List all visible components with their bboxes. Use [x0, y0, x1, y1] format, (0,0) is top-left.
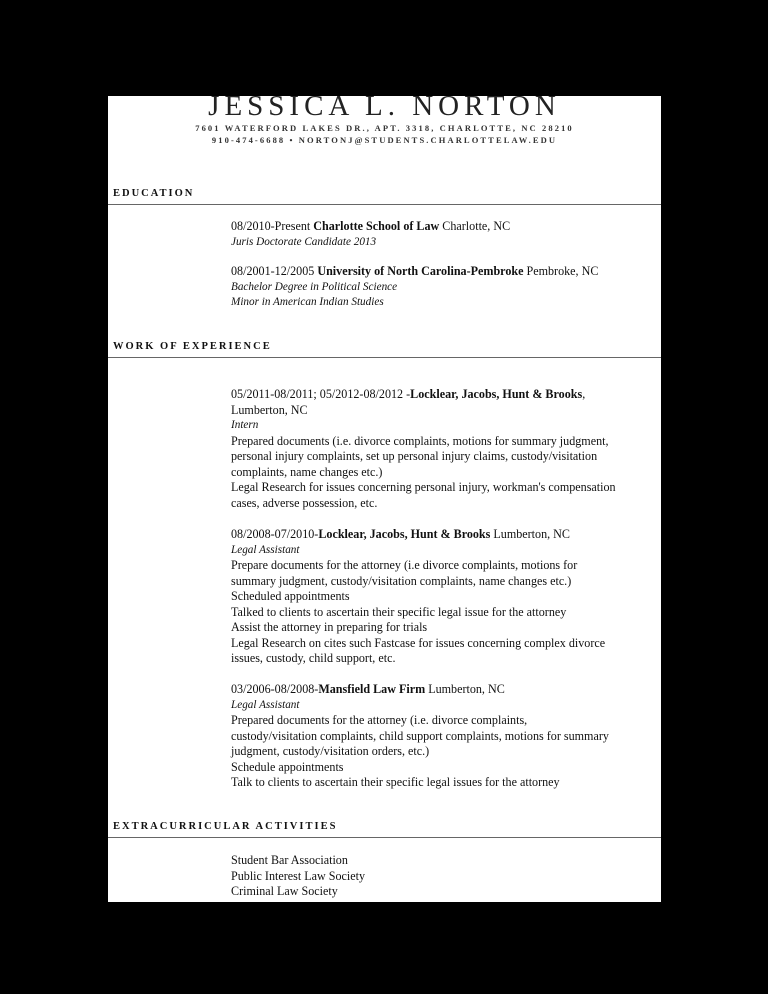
activities-heading: EXTRACURRICULAR ACTIVITIES: [113, 821, 338, 832]
school-location: Charlotte, NC: [439, 219, 511, 233]
activity-item: Public Interest Law Society: [231, 868, 366, 883]
job-dates: 03/2006-08/2008-: [231, 682, 319, 696]
job-location: Lumberton, NC: [490, 527, 570, 541]
minor-line: Minor in American Indian Studies: [231, 296, 384, 308]
employer-name: Mansfield Law Firm: [318, 682, 426, 696]
education-entry-2: [231, 264, 657, 311]
job-dates: 05/2011-08/2011; 05/2012-08/2012 -: [231, 387, 411, 401]
job-duty: Scheduled appointments: [231, 589, 350, 603]
job-title: Legal Assistant: [231, 698, 300, 711]
resume-page: [108, 96, 661, 902]
job-duty: custody/visitation complaints, child support complaints, motions for summary: [231, 728, 609, 743]
activity-item: Criminal Law Society: [231, 884, 338, 898]
activities-divider: [108, 837, 661, 838]
job-duty: Talked to clients to ascertain their specific legal issue for the attorney: [231, 604, 567, 619]
job-duty: Prepared documents for the attorney (i.e. divorce complaints,: [231, 713, 528, 727]
resume-name: JESSICA L. NORTON: [208, 96, 561, 122]
education-heading: EDUCATION: [113, 188, 195, 199]
job-location: Lumberton, NC: [231, 402, 308, 417]
job-duty: complaints, name changes etc.): [231, 464, 383, 479]
job-duty: issues, custody, child support, etc.: [231, 651, 396, 665]
experience-entry-2: [231, 527, 657, 667]
job-duty: Assist the attorney in preparing for trials: [231, 620, 428, 634]
experience-divider: [108, 357, 661, 358]
school-name: Charlotte School of Law: [313, 219, 440, 233]
job-duty: summary judgment, custody/visitation complaints, name changes etc.): [231, 573, 572, 588]
job-dates: 08/2008-07/2010-: [231, 527, 319, 541]
job-duty: Legal Research on cites such Fastcase for issues concerning complex divorce: [231, 635, 606, 650]
school-location: Pembroke, NC: [523, 264, 599, 278]
degree-line: Juris Doctorate Candidate 2013: [231, 235, 377, 248]
job-duty: personal injury complaints, set up personal injury claims, custody/visitation: [231, 449, 598, 463]
address-line: 7601 WATERFORD LAKES DR., APT. 3318, CHARLOTTE, NC 28210: [195, 123, 574, 133]
education-dates: 08/2001-12/2005: [231, 264, 318, 278]
employer-name: Locklear, Jacobs, Hunt & Brooks: [410, 387, 583, 401]
experience-heading: WORK OF EXPERIENCE: [113, 341, 272, 352]
contact-line: 910-474-6688 • NORTONJ@STUDENTS.CHARLOTTELAW.EDU: [211, 135, 558, 145]
job-duty: judgment, custody/visitation orders, etc.): [231, 744, 430, 758]
job-duty: Prepared documents (i.e. divorce complaints, motions for summary judgment,: [231, 433, 609, 448]
job-title: Legal Assistant: [231, 543, 300, 556]
experience-entry-3: [231, 682, 657, 791]
experience-entry-1: 05/2011-08/2011; 05/2012-08/2012 -Locklear, Jacobs, Hunt & Brooks, Lumberton, NC Intern Prepared documents (i.e. divorce complaints, motions for summary judgment, personal injury complaints, set up personal injury claims, custody/visitation complaints, name changes etc.) Legal Research for issues concerning personal injury, workman's compensation cases, adverse possession, etc.: [231, 387, 657, 511]
activity-item: Student Bar Association: [231, 853, 348, 867]
education-dates: 08/2010-Present: [231, 219, 314, 233]
education-divider: [108, 204, 661, 205]
job-duty: Schedule appointments: [231, 759, 344, 774]
job-duty: Legal Research for issues concerning personal injury, workman's compensation: [231, 480, 616, 494]
school-name: University of North Carolina-Pembroke: [317, 264, 524, 278]
job-duty: Prepare documents for the attorney (i.e divorce complaints, motions for: [231, 558, 578, 572]
activities-list: [231, 853, 657, 900]
degree-line: Bachelor Degree in Political Science: [231, 280, 398, 293]
job-title: Intern: [231, 419, 259, 431]
job-location: Lumberton, NC: [425, 682, 505, 696]
job-duty: Talk to clients to ascertain their specific legal issues for the attorney: [231, 775, 560, 789]
employer-name: Locklear, Jacobs, Hunt & Brooks: [318, 527, 491, 541]
education-entry-1: [231, 219, 657, 250]
job-duty: cases, adverse possession, etc.: [231, 495, 378, 510]
